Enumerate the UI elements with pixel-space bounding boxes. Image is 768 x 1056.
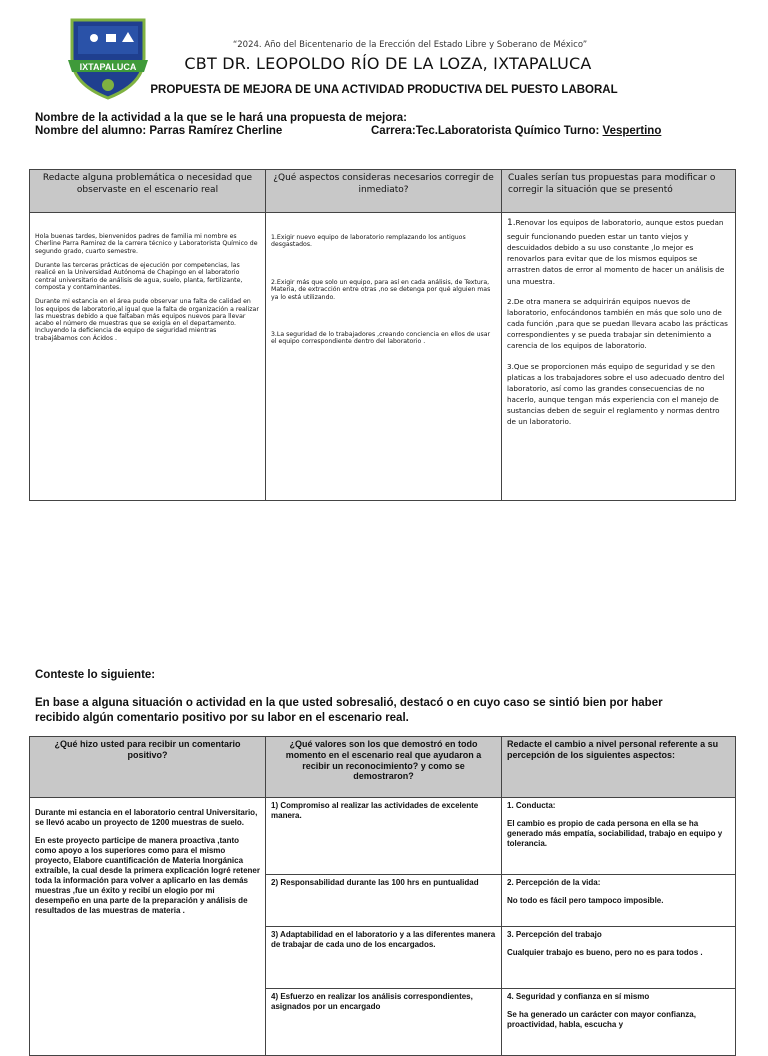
aspect-cell (502, 798, 736, 875)
proposal-number: 2. (507, 296, 514, 306)
problem-paragraph: Durante mi estancia en el área pude observar una falta de calidad en los equipos de laboratorio,al igual que la falta de organización a realizar las muestras debido a que faltaban más equipos nuevos para llevar acabo el número de muestras que se exigía en el departamento. Incluyendo la deficiencia de equipo de seguridad mientras trabajábamos con Ácidos . (35, 298, 259, 342)
aspect-item: 1.Exigir nuevo equipo de laboratorio remplazando los antiguos desgastados. (271, 234, 466, 249)
aspect-detail: No todo es fácil pero tampoco imposible. (507, 896, 664, 905)
proposal-text: Renovar los equipos de laboratorio, aunque estos puedan seguir funcionando pueden estar un tanto viejos y descuidados debido a su uso constante ,lo mejor es renovarlos para evitar que de los mismos equipos se arrastren datos de error al momento de hacer un análisis de una muestra. (507, 218, 725, 286)
aspects-cell (266, 213, 502, 501)
shift-value: Vespertino (602, 125, 662, 137)
aspect-item: 3.La seguridad de lo trabajadores ,creando conciencia en ellos de usar el equipo correspondiente dentro del laboratorio . (271, 331, 491, 346)
value-cell: 1) Compromiso al realizar las actividades de excelente manera. (266, 798, 502, 875)
aspect-item: 2.Exigir más que solo un equipo, para así en cada análisis, de Textura, Materia, de extracción entre otras ,no se detenga por qué alguien mas ya lo está utilizando. (271, 279, 491, 301)
motto: “2024. Año del Bicentenario de la Erección del Estado Libre y Soberano de México” (232, 40, 588, 50)
document-title: PROPUESTA DE MEJORA DE UNA ACTIVIDAD PRODUCTIVA DEL PUESTO LABORAL (150, 84, 618, 96)
aspect-cell (502, 927, 736, 989)
header-positive-comment: ¿Qué hizo usted para recibir un comentario positivo? (30, 737, 266, 798)
value-cell: 2) Responsabilidad durante las 100 hrs en puntualidad (266, 875, 502, 927)
positive-comment-paragraph: En este proyecto participe de manera proactiva ,tanto como apoyo a los superiores como para el mismo proyecto, Elabore cuantificación de Materia Inorgánica extraíble, la cual desde la primera explicación logré retener toda la información para volver a aplicarlo en las demás muestras ,fue un éxito y recibí un elogio por mi desempeño en una parte de la preparación y análisis de resultados de las muestras de materia . (35, 836, 260, 915)
school-name: CBT DR. LEOPOLDO RÍO DE LA LOZA, IXTAPALUCA (184, 54, 592, 73)
aspect-title: 4. Seguridad y confianza en sí mismo (507, 992, 650, 1001)
aspect-cell (502, 989, 736, 1056)
proposal-table (29, 169, 736, 501)
student-name: Nombre del alumno: Parras Ramírez Cherline (35, 125, 283, 137)
section-question: En base a alguna situación o actividad en la que usted sobresalió, destacó o en cuyo caso se sintió bien por haber recibido algún comentario positivo por su labor en el escenario real. (35, 697, 663, 724)
header-problem: Redacte alguna problemática o necesidad que observaste en el escenario real (30, 170, 266, 213)
proposal-item (507, 361, 730, 428)
aspect-title: 3. Percepción del trabajo (507, 930, 602, 939)
proposal-number: 1. (507, 218, 516, 228)
section-label: Conteste lo siguiente: (35, 669, 156, 681)
value-cell: 4) Esfuerzo en realizar los análisis correspondientes, asignados por un encargado (266, 989, 502, 1056)
activity-label: Nombre de la actividad a la que se le hará una propuesta de mejora: (35, 112, 407, 124)
proposal-item (507, 296, 730, 352)
proposal-text: Que se proporcionen más equipo de seguridad y se den platicas a los trabajadores sobre el uso adecuado dentro del laboratorio, así como las grandes consecuencias de no hacerlo, aunque tengan más experiencia con el manejo de sustancias deben de seguir el reglamento y normas dentro de un laboratorio. (507, 361, 725, 427)
header-aspects: ¿Qué aspectos consideras necesarios corregir de inmediato? (266, 170, 502, 213)
value-cell: 3) Adaptabilidad en el laboratorio y a las diferentes manera de trabajar de cada uno de los encargados. (266, 927, 502, 989)
reflection-table (29, 736, 736, 1056)
aspect-detail: Cualquier trabajo es bueno, pero no es para todos . (507, 948, 703, 957)
career-text: Carrera:Tec.Laboratorista Químico Turno: (371, 125, 603, 137)
problem-paragraph: Durante las terceras prácticas de ejecución por competencias, las realicé en la Universidad Autónoma de Chapingo en el laboratorio central universitario de análisis de agua, suelo, planta, fertilizante, composta y contaminantes. (35, 261, 243, 291)
aspect-title: 2. Percepción de la vida: (507, 878, 601, 887)
aspect-detail: El cambio es propio de cada persona en ella se ha generado más empatía, sociabilidad, trabajo en equipo y tolerancia. (507, 819, 723, 848)
proposal-number: 3. (507, 361, 514, 371)
problem-paragraph: Hola buenas tardes, bienvenidos padres de familia mi nombre es Cherline Parra Ramirez de la carrera técnico y Laboratorista Químico de segundo grado, cuarto semestre. (35, 233, 258, 255)
proposal-text: De otra manera se adquirirán equipos nuevos de laboratorio, enfocándonos también en más que solo uno de cada función ,para que se puedan llevara acabo las prácticas correspondientes y se pueda trabajar sin detenimiento a carencia de los equipos de laboratorio. (507, 296, 728, 351)
aspect-title: 1. Conducta: (507, 801, 556, 810)
aspect-cell (502, 875, 736, 927)
header-values: ¿Qué valores son los que demostró en todo momento en el escenario real que ayudaron a recibir un reconocimiento? y como se demostraron? (266, 737, 502, 798)
aspect-detail: Se ha generado un carácter con mayor confianza, proactividad, habla, escucha y (507, 1010, 696, 1029)
positive-comment-paragraph: Durante mi estancia en el laboratorio central Universitario, se llevó acabo un proyecto de 1200 muestras de suelo. (35, 808, 258, 827)
proposals-cell (502, 213, 736, 501)
career-line (371, 125, 661, 137)
header-personal-change: Redacte el cambio a nivel personal referente a su percepción de los siguientes aspectos: (502, 737, 736, 798)
positive-comment-cell (30, 798, 266, 1056)
proposal-item (507, 217, 730, 287)
problem-cell (30, 213, 266, 501)
header-proposals: Cuales serían tus propuestas para modificar o corregir la situación que se presentó (502, 170, 736, 213)
logo-text: IXTAPALUCA (79, 62, 137, 72)
